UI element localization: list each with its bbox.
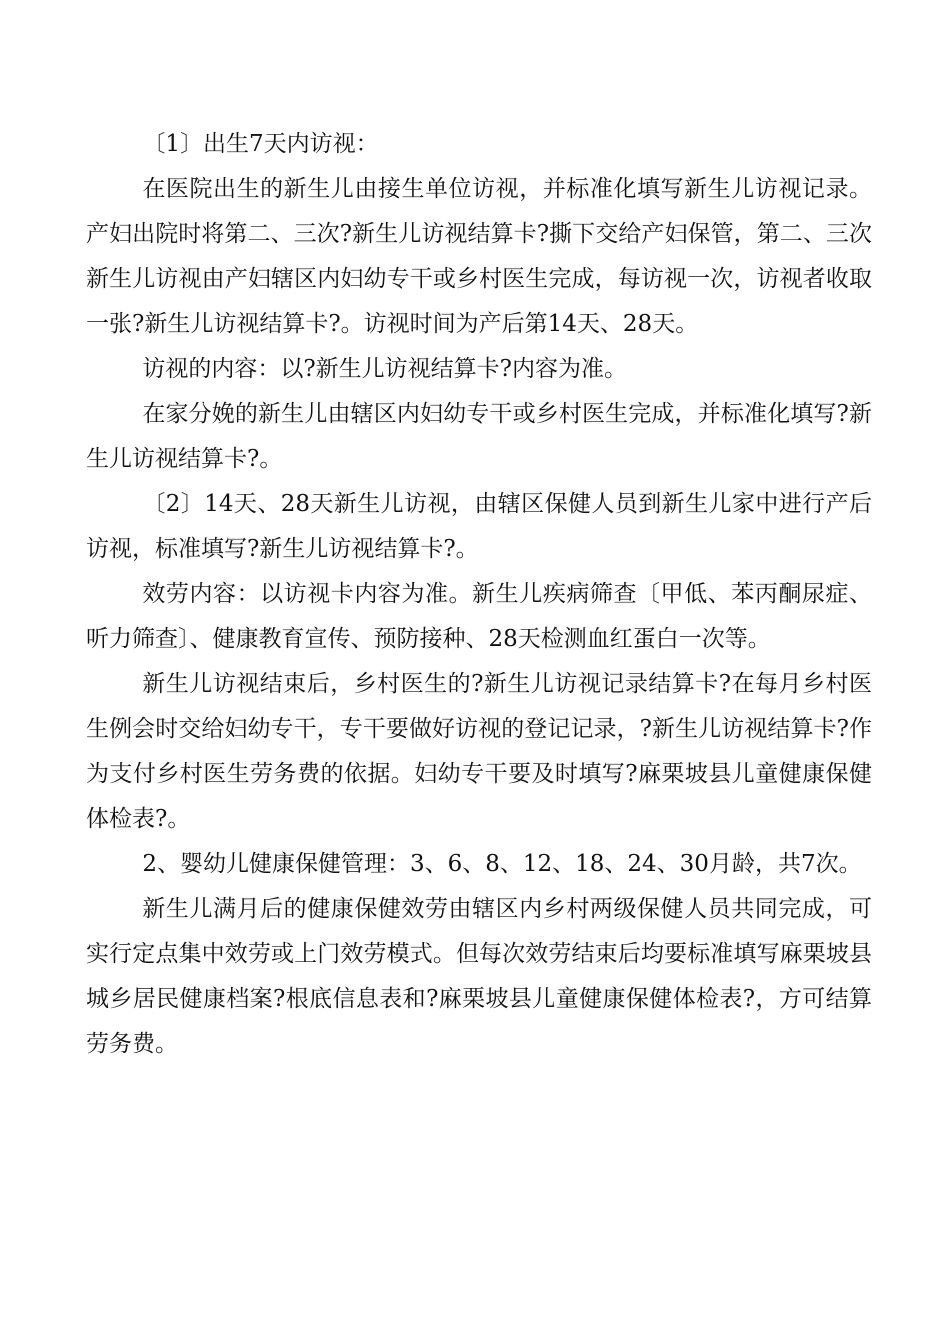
paragraph-post-month-services: 新生儿满月后的健康保健效劳由辖区内乡村两级保健人员共同完成，可实行定点集中效劳或上门效劳模式。但每次效劳结束后均要标准填写麻栗坡县城乡居民健康档案?根底信息表和?麻栗坡县儿童健康保健体检表?，方可结算劳务费。 bbox=[86, 896, 872, 1057]
paragraph-visit-settlement: 新生儿访视结束后，乡村医生的?新生儿访视记录结算卡?在每月乡村医生例会时交给妇幼专干，专干要做好访视的登记记录，?新生儿访视结算卡?作为支付乡村医生劳务费的依据。妇幼专干要及时填写?麻栗坡县儿童健康保健体检表?。 bbox=[86, 671, 872, 832]
document-body bbox=[86, 122, 872, 1067]
paragraph-visit-content: 访视的内容：以?新生儿访视结算卡?内容为准。 bbox=[142, 356, 628, 382]
paragraph-home-birth-visit: 在家分娩的新生儿由辖区内妇幼专干或乡村医生完成，并标准化填写?新生儿访视结算卡?。 bbox=[86, 401, 872, 472]
paragraph-service-content: 效劳内容：以访视卡内容为准。新生儿疾病筛查〔甲低、苯丙酮尿症、听力筛查〕、健康教育宣传、预防接种、28天检测血红蛋白一次等。 bbox=[86, 581, 872, 652]
paragraph-14-28-day-visit: 〔2〕14天、28天新生儿访视，由辖区保健人员到新生儿家中进行产后访视，标准填写?新生儿访视结算卡?。 bbox=[86, 491, 872, 562]
paragraph-infant-health-management: 2、婴幼儿健康保健管理：3、6、8、12、18、24、30月龄，共7次。 bbox=[142, 851, 862, 877]
paragraph-visit-within-7-days-heading: 〔1〕出生7天内访视： bbox=[142, 131, 379, 157]
paragraph-hospital-birth-visit: 在医院出生的新生儿由接生单位访视，并标准化填写新生儿访视记录。产妇出院时将第二、三次?新生儿访视结算卡?撕下交给产妇保管，第二、三次新生儿访视由产妇辖区内妇幼专干或乡村医生完成，每访视一次，访视者收取一张?新生儿访视结算卡?。访视时间为产后第14天、28天。 bbox=[86, 176, 872, 337]
